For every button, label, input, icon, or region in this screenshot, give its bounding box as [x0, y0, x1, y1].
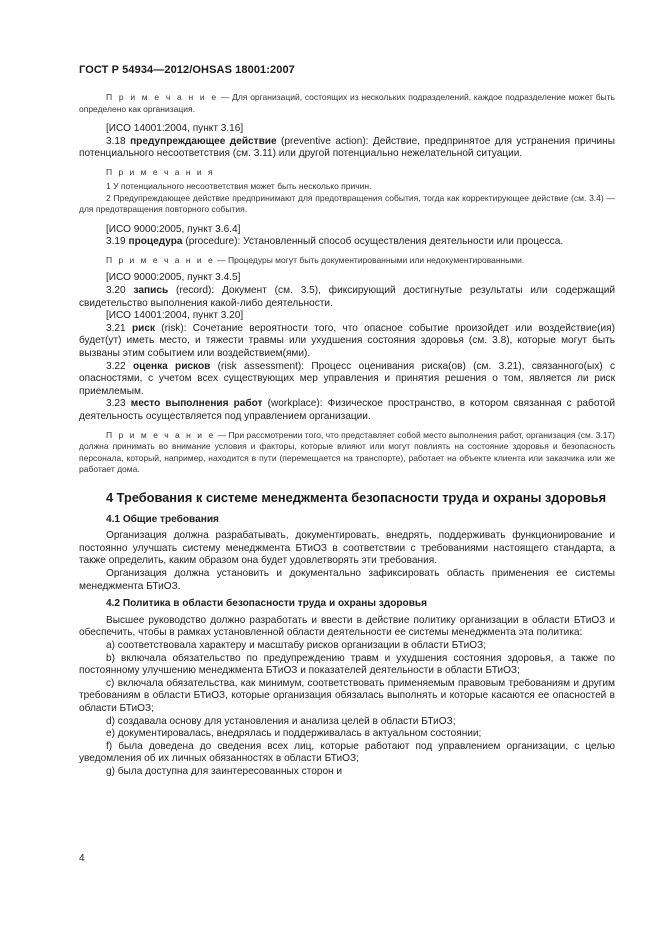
- policy-item-c: c) включала обязательства, как минимум, соответствовать применяемым правовым требованиям и другим требованиям в области БТиОЗ, которые организация обязалась выполнять и которые касаются ее опасностей в области БТиОЗ;: [79, 677, 615, 714]
- section-4-2-paragraph-1: Высшее руководство должно разработать и ввести в действие политику организации в области БТиОЗ и обеспечить, чтобы в рамках установленной области деятельности ее системы менеджмента эта политика:: [79, 614, 615, 639]
- reference-iso9000-3-4-5: [ИСО 9000:2005, пункт 3.4.5]: [106, 272, 241, 284]
- note-3-18-2: 2 Предупреждающее действие предпринимают для предотвращения события, тогда как корректирующее действие (см. 3.4) — для предотвращения повторного события.: [79, 192, 615, 215]
- section-4-title: 4 Требования к системе менеджмента безопасности труда и охраны здоровья: [106, 489, 607, 505]
- term-number: 3.19: [106, 236, 126, 248]
- notes-label: П р и м е ч а н и я: [106, 166, 215, 177]
- term-definition: (risk): Сочетание вероятности того, что опасное событие произойдет или воздействие(ия) будет(ут) иметь место, и тяжести травмы или ухудшения состояния здоровья (см. 3.8), которые могут быть вызваны этим событием или воздействием(ями).: [79, 322, 615, 360]
- note-label: П р и м е ч а н и е: [106, 429, 216, 440]
- reference-iso14001-3-16: [ИСО 14001:2004, пункт 3.16]: [106, 123, 244, 134]
- term-name: место выполнения работ: [130, 398, 263, 410]
- policy-item-f: f) была доведена до сведения всех лиц, которые работают под управлением организации, с целью уведомления об их личных обязанностях в области БТиОЗ;: [79, 740, 615, 765]
- note-3-18-1: 1 У потенциального несоответствия может быть несколько причин.: [106, 181, 372, 192]
- term-name: риск: [131, 322, 155, 334]
- note-text: — Процедуры могут быть документированными или недокументированными.: [217, 254, 525, 265]
- policy-item-e: e) документировалась, внедрялась и поддерживалась в актуальном состоянии;: [106, 728, 482, 740]
- term-3-19: [79, 236, 615, 249]
- term-number: 3.23: [106, 398, 126, 410]
- term-3-21: [79, 323, 615, 361]
- term-definition: (preventive action): Действие, предпринятое для устранения причины потенциального несоответствия (см. 3.11) или другой потенциально нежелательной ситуации.: [79, 135, 615, 160]
- term-number: 3.18: [106, 135, 126, 147]
- policy-item-g: g) была доступна для заинтересованных сторон и: [106, 765, 343, 777]
- term-3-22: [79, 361, 615, 399]
- note-text: — При рассмотрении того, что представляет собой место выполнения работ, организация (см. 3.17) должна принимать во внимание условия и факторы, которые влияют или могут повлиять на состояние здоровья и безопасность персонала, который, например, находится в пути (перемещается на транспорте), работает на объекте клиента или заказчика или же работает дома.: [79, 429, 615, 475]
- term-definition: (record): Документ (см. 3.5), фиксирующий достигнутые результаты или содержащий свидетельство выполнения какой-либо деятельности.: [79, 285, 615, 309]
- section-4-1-paragraph-2: Организация должна установить и документально зафиксировать область применения ее системы менеджмента БТиОЗ.: [79, 567, 615, 592]
- term-3-18: [79, 136, 615, 161]
- term-number: 3.22: [106, 360, 126, 372]
- note-label: П р и м е ч а н и е: [106, 92, 219, 102]
- term-name: процедура: [128, 236, 183, 248]
- policy-item-d: d) создавала основу для установления и анализа целей в области БТиОЗ;: [106, 715, 456, 727]
- note-3-23: [79, 430, 615, 476]
- note-label: П р и м е ч а н и е: [106, 254, 215, 265]
- section-4-1-paragraph-1: Организация должна разрабатывать, документировать, внедрять, поддерживать функционирование и постоянно улучшать систему менеджмента БТиОЗ в соответствии с требованиями настоящего стандарта, а также определить, каким образом она будет удовлетворять эти требования.: [79, 530, 615, 567]
- term-name: предупреждающее действие: [130, 135, 277, 147]
- term-name: запись: [133, 285, 169, 297]
- term-3-20: [79, 285, 615, 310]
- note-organization: [79, 92, 615, 115]
- term-number: 3.21: [106, 322, 126, 334]
- term-name: оценка рисков: [132, 360, 211, 372]
- term-definition: (procedure): Установленный способ осуществления деятельности или процесса.: [185, 236, 564, 248]
- page-content: [79, 92, 615, 778]
- term-definition: (workplace): Физическое пространство, в котором связанная с работой деятельность осуществляется под управлением организации.: [79, 398, 615, 422]
- note-3-19: [79, 255, 615, 267]
- note-text: — Для организаций, состоящих из нескольких подразделений, каждое подразделение может быть определено как организация.: [79, 92, 615, 114]
- section-4-1-title: 4.1 Общие требования: [106, 513, 219, 525]
- term-definition: (risk assessment): Процесс оценивания риска(ов) (см. 3.21), связанного(ых) с опасностями, с учетом всех существующих мер управления и принятия решения о том, является ли риск приемлемым.: [79, 360, 615, 397]
- term-3-23: [79, 398, 615, 423]
- policy-item-a: a) соответствовала характеру и масштабу рисков организации в области БТиОЗ;: [106, 639, 486, 651]
- term-number: 3.20: [106, 285, 126, 297]
- document-header: ГОСТ Р 54934—2012/OHSAS 18001:2007: [79, 64, 295, 76]
- reference-iso14001-3-20: [ИСО 14001:2004, пункт 3.20]: [106, 310, 244, 322]
- policy-item-b: b) включала обязательство по предупреждению травм и ухудшения состояния здоровья, а также по постоянному улучшению менеджмента БТиОЗ и показателей деятельности в области БТиОЗ;: [79, 652, 615, 677]
- section-4-2-title: 4.2 Политика в области безопасности труда и охраны здоровья: [106, 598, 428, 610]
- reference-iso9000-3-6-4: [ИСО 9000:2005, пункт 3.6.4]: [106, 223, 241, 235]
- page-number: 4: [79, 853, 85, 864]
